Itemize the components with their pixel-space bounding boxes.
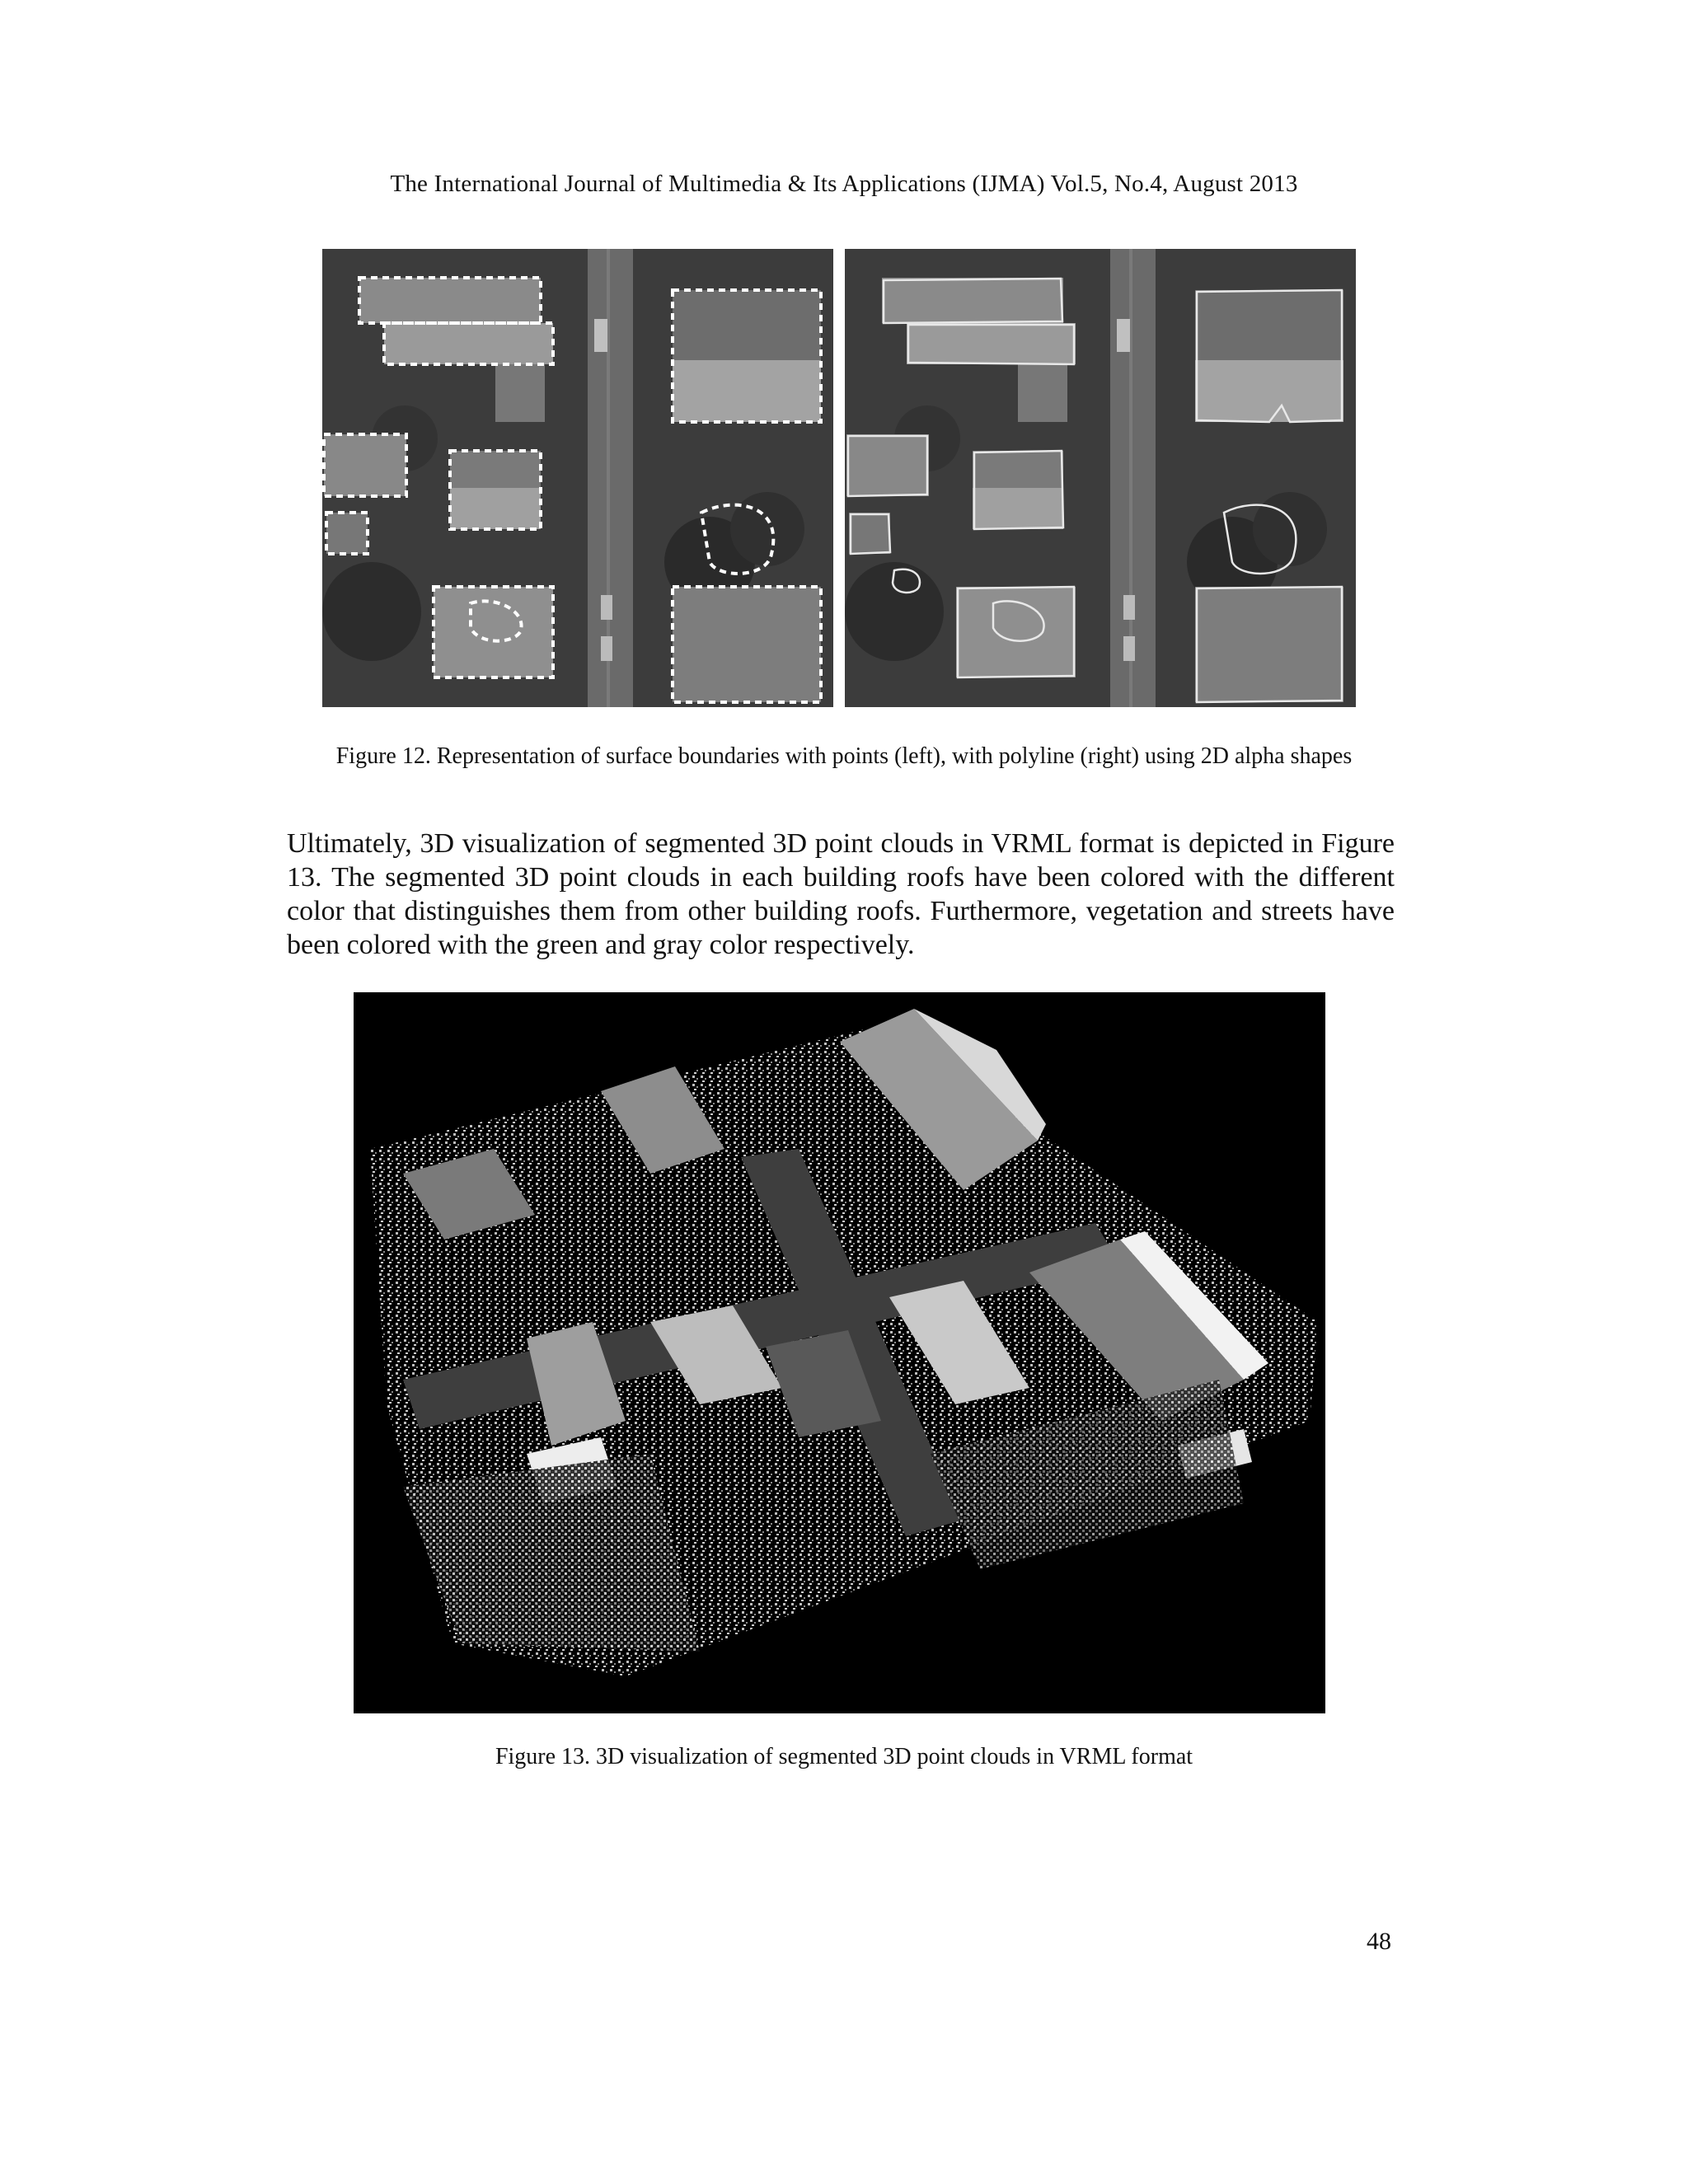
figure-12 [322,249,1357,707]
figure-12-right-panel [845,249,1356,707]
figure-13-caption: Figure 13. 3D visualization of segmented 3D point clouds in VRML format [495,1744,1193,1769]
figure-12-caption: Figure 12. Representation of surface boundaries with points (left), with polyline (right) using 2D alpha shapes [335,743,1353,769]
figure-13 [354,992,1325,1713]
figure-12-left-panel [322,249,833,707]
running-header: The International Journal of Multimedia & Its Applications (IJMA) Vol.5, No.4, August 2013 [390,171,1298,197]
body-paragraph: Ultimately, 3D visualization of segmented 3D point clouds in VRML format is depicted in Figure 13. The segmented 3D point clouds in each building roofs have been colored with the different color that distinguishes them from other building roofs. Furthermore, vegetation and streets have been colored with the green and gray color respectively. [287,828,1395,960]
point-cloud-render [354,992,1325,1713]
page-number: 48 [1367,1928,1391,1955]
